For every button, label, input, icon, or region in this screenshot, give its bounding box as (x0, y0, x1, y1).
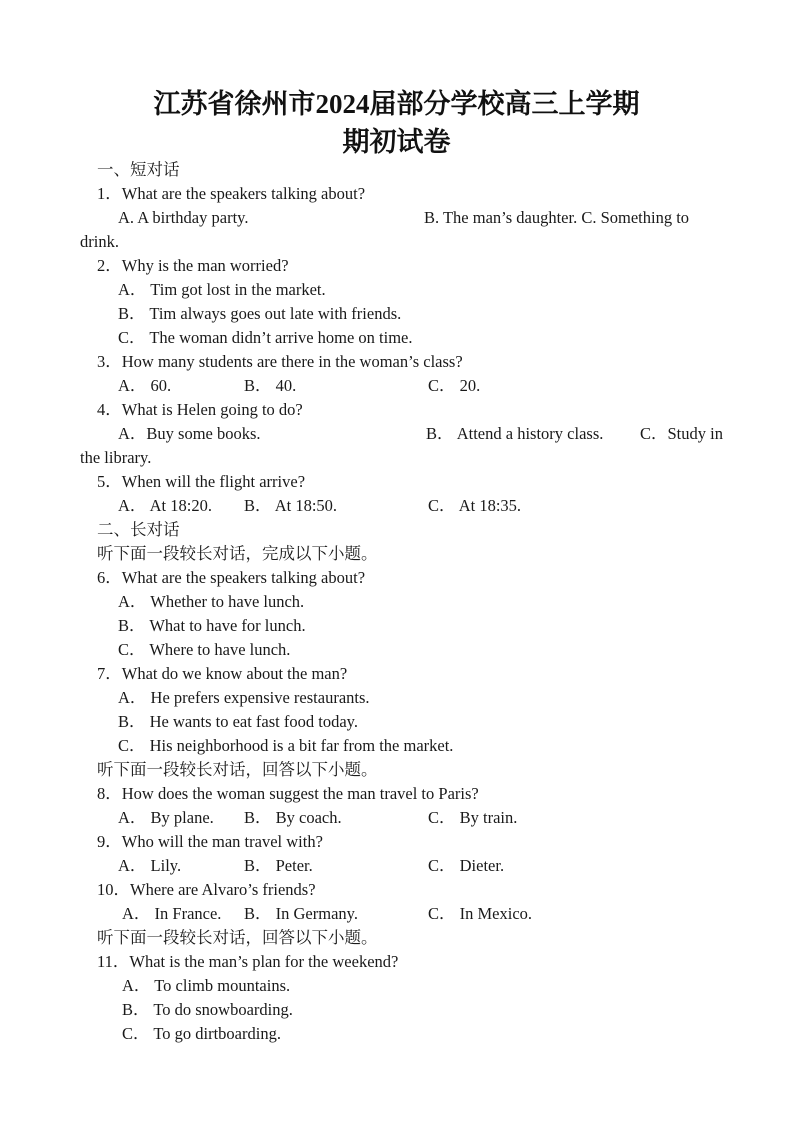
question: 8．How does the woman suggest the man travel to Paris? (97, 784, 479, 803)
option: B． By coach. (244, 808, 342, 827)
option: A． To climb mountains. (122, 976, 291, 995)
option: A． 60. (118, 376, 172, 395)
option: C． His neighborhood is a bit far from the market. (118, 736, 454, 755)
option: C． By train. (428, 808, 518, 827)
option: C． At 18:35. (428, 496, 522, 515)
option: A． By plane. (118, 808, 214, 827)
page-subtitle: 期初试卷 (342, 127, 451, 157)
option: B． What to have for lunch. (118, 616, 306, 635)
option: C． 20. (428, 376, 481, 395)
option-continued: drink. (80, 232, 119, 251)
page-title: 江苏省徐州市2024届部分学校高三上学期 (153, 89, 640, 119)
question: 7．What do we know about the man? (97, 664, 348, 683)
question: 10．Where are Alvaro’s friends? (97, 880, 316, 899)
option: A． Tim got lost in the market. (118, 280, 326, 299)
option: B． In Germany. (244, 904, 358, 923)
option: B． To do snowboarding. (122, 1000, 293, 1019)
option: A． Whether to have lunch. (118, 592, 305, 611)
option: C． The woman didn’t arrive home on time. (118, 328, 413, 347)
section-heading: 一、短对话 (97, 160, 180, 179)
question: 6．What are the speakers talking about? (97, 568, 366, 587)
option: A． In France. (122, 904, 222, 923)
section-heading: 二、长对话 (97, 520, 180, 539)
option: B． Peter. (244, 856, 313, 875)
option: A． At 18:20. (118, 496, 212, 515)
question: 11．What is the man’s plan for the weekend? (97, 952, 399, 971)
option: B． Tim always goes out late with friends. (118, 304, 402, 323)
option: B. The man’s daughter. C. Something to (424, 208, 690, 227)
option: A．Buy some books. (118, 424, 261, 443)
option: C．Study in (640, 424, 723, 443)
question: 2．Why is the man worried? (97, 256, 289, 275)
option: A． Lily. (118, 856, 182, 875)
question: 1．What are the speakers talking about? (97, 184, 366, 203)
instruction: 听下面一段较长对话，回答以下小题。 (97, 928, 378, 947)
option: C． Where to have lunch. (118, 640, 291, 659)
option-continued: the library. (80, 448, 152, 467)
option: A. A birthday party. (118, 208, 249, 227)
instruction: 听下面一段较长对话，完成以下小题。 (97, 544, 378, 563)
question: 4．What is Helen going to do? (97, 400, 303, 419)
instruction: 听下面一段较长对话，回答以下小题。 (97, 760, 378, 779)
option: B． He wants to eat fast food today. (118, 712, 358, 731)
option: C． In Mexico. (428, 904, 533, 923)
option: B． Attend a history class. (426, 424, 604, 443)
option: C． To go dirtboarding. (122, 1024, 281, 1043)
question: 9．Who will the man travel with? (97, 832, 323, 851)
option: C． Dieter. (428, 856, 505, 875)
question: 5．When will the flight arrive? (97, 472, 306, 491)
option: A． He prefers expensive restaurants. (118, 688, 370, 707)
option: B． 40. (244, 376, 297, 395)
question: 3．How many students are there in the woman’s class? (97, 352, 463, 371)
option: B． At 18:50. (244, 496, 338, 515)
